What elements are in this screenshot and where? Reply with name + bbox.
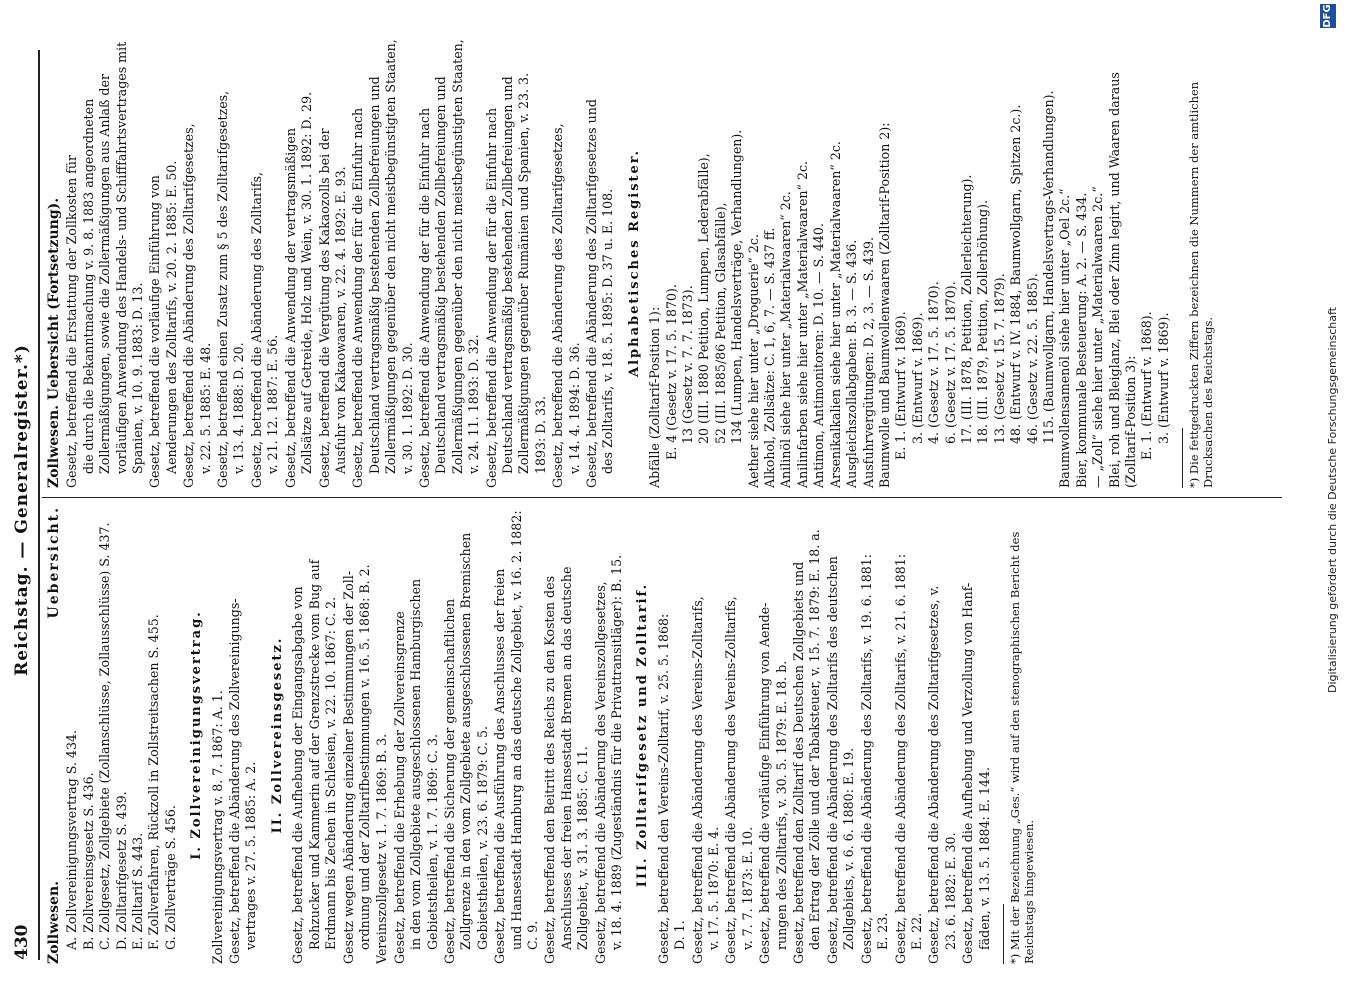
register-line: 134 (Lumpen, Handelsverträge, Verhandlungen).	[729, 129, 745, 444]
entry-continuation: E. 23.	[875, 912, 891, 950]
register-line: 13 (Gesetz v. 7. 7. 1873).	[680, 285, 696, 444]
entry-first-line: Gesetz, betreffend den Vereins-Zolltarif, v. 25. 5. 1868:	[655, 613, 671, 964]
section-heading-2: II. Zollvereinsgesetz.	[269, 636, 285, 834]
entry-first-line: Gesetz, betreffend die Aufhebung und Verzollung von Hanf-	[960, 582, 976, 964]
register-entry	[584, 38, 617, 488]
entry-first-line: Gesetz, betreffend die Abänderung des Vereinszollgesetzes,	[592, 581, 608, 964]
page-number: 430	[12, 924, 32, 960]
overview-item: F. Zollverfahren, Rückzoll in Zollstreitsachen S. 455.	[146, 614, 162, 950]
register-entry	[249, 38, 282, 488]
entry-first-line: Gesetz, betreffend die Abänderung des Vereins-Zolltarifs,	[689, 596, 705, 964]
overview-item: B. Zollvereinsgesetz S. 436.	[80, 772, 96, 950]
entry-continuation: Deutschland vertragsmäßig bestehenden Zollbefreiungen und Zollermäßigungen gegenüber den nicht meistbegünstigten Staaten, v. 30. 1. 1892: D. 30.	[366, 39, 415, 474]
register-line: 48. (Entwurf v. IV. 1884, Baumwollgarn, Spitzen 2c.).	[1008, 104, 1024, 444]
register-line: Anilinfarben siehe hier unter „Materialwaaren“ 2c.	[794, 160, 810, 488]
section-1-entries	[210, 506, 260, 964]
register-entry	[210, 506, 226, 964]
entry-continuation: Zollgrenze in den vom Zollgebiete ausgeschlossenen Bremischen Gebietstheilen, v. 23. 6. 1879: C. 5.	[458, 532, 490, 950]
register-line: Abfälle (Zolltarif-Position 1):	[647, 306, 663, 488]
entry-first-line: Gesetz, betreffend die Abänderung des Zolltarifgesetzes und	[584, 99, 599, 488]
section-heading-3: III. Zolltarifgesetz und Zolltarif.	[635, 582, 651, 888]
entry-first-line: Gesetz, betreffend die Aufhebung der Eingangsabgabe von	[290, 586, 306, 964]
register-entry	[893, 506, 926, 964]
register-line: 46. (Gesetz v. 22. 5. 1885).	[1024, 273, 1040, 444]
register-line: E. 4 (Gesetz v. 17. 5. 1870).	[663, 284, 679, 460]
entry-continuation: v. 17. 5. 1870: E. 4.	[706, 826, 722, 950]
section-3-entries	[656, 506, 993, 964]
overview-list	[64, 506, 179, 964]
register-line: 52 (III. 1885/86 Petition, Glasabfälle),	[712, 202, 728, 444]
entry-first-line: Gesetz, betreffend die Abänderung des Zolltarifs,	[248, 171, 264, 488]
entry-first-line: Gesetz, betreffend die Abänderung des Zolltarifs des deutschen	[824, 556, 840, 964]
register-entry	[723, 506, 756, 964]
right-footnote: *) Die fettgedruckten Ziffern bezeichnen die Nummern der amtlichen Drucksachen des Reichstags.	[1187, 81, 1216, 488]
entry-first-line: Gesetz, betreffend die Abänderung des Zollvereinigungs-	[227, 598, 243, 964]
register-entry	[317, 38, 350, 488]
entry-first-line: Zollvereinigungsvertrag v. 8. 7. 1867: A. 1.	[209, 690, 225, 964]
register-entry	[417, 38, 483, 488]
section-heading-1: I. Zollvereinigungsvertrag.	[189, 610, 205, 860]
entry-continuation: Zollsätze auf Getreide, Holz und Wein, v. 30. 1. 1892: D. 29.	[299, 91, 315, 474]
entry-first-line: Gesetz, betreffend die Abänderung des Zolltarifgesetzes,	[181, 123, 197, 488]
register-entry	[550, 38, 583, 488]
register-line: E. 1. (Entwurf v. 1869).	[893, 311, 909, 460]
left-column	[46, 506, 1036, 964]
alphabetical-register-heading: Alphabetisches Register.	[626, 149, 642, 377]
register-entry	[859, 506, 892, 964]
entry-continuation: Deutschland vertragsmäßig bestehenden Zollbefreiungen und Zollermäßigungen gegenüber Rumänien und Spanien, v. 23. 3. 1893: D. 33.	[499, 72, 548, 474]
register-line: 18. (III. 1879, Petition, Zollerhöhung).	[975, 199, 991, 444]
register-line: 6. (Gesetz v. 17. 5. 1870).	[942, 281, 958, 444]
register-line: 17. (III. 1878, Petition, Zollerleichterung).	[958, 174, 974, 444]
register-entry	[825, 506, 858, 964]
entry-continuation: fäden, v. 13. 5. 1884: E. 144.	[976, 766, 992, 950]
overview-item: G. Zollverträge S. 456.	[162, 805, 178, 950]
entry-first-line: Gesetz, betreffend die Anwendung der vertragsmäßigen	[282, 128, 298, 488]
left-title	[46, 506, 62, 964]
entry-continuation: Deutschland vertragsmäßig bestehenden Zollbefreiungen und Zollermäßigungen gegenüber den nicht meistbegünstigten Staaten, v. 24. 11. 1893: D. 32.	[433, 39, 482, 474]
entry-continuation: ordnung und der Zolltarifbestimmungen v. 16. 5. 1868: B. 2.	[356, 564, 372, 950]
alphabetical-register	[647, 38, 1172, 488]
register-line: Bier, kommunale Besteuerung: A. 2. — S. 434.	[1073, 192, 1089, 488]
register-entry	[791, 506, 824, 964]
register-line: Antimon, Antimonitoren: D. 10. — S. 440.	[811, 223, 827, 488]
entry-first-line: Gesetz, betreffend die Abänderung des Zolltarifgesetzes, v.	[926, 585, 942, 964]
entry-first-line: Gesetz, betreffend die Vergütung des Kakaozolls bei der	[316, 128, 332, 488]
entry-first-line: Gesetz, betreffend die Erhebung der Zollvereinsgrenze	[391, 611, 407, 964]
register-entry	[374, 506, 390, 964]
register-line: — „Zoll“ siehe hier unter „Materialwaaren 2c.“	[1090, 186, 1106, 488]
entry-continuation: und Hansestadt Hamburg an das deutsche Zollgebiet, v. 16. 2. 1882: C. 9.	[508, 510, 540, 950]
register-entry	[181, 38, 214, 488]
register-entry	[215, 38, 248, 488]
register-line: Ausfuhrvergütungen: D. 2, 3. — S. 439.	[860, 236, 876, 488]
entry-continuation: Rohzucker und Kammerin auf der Grenzstrecke vom Bug auf Erdmann bis Zechen in Schlesien, v. 22. 10. 1867: C. 2.	[306, 559, 339, 950]
register-line: Arsenikalkalien siehe hier unter „Materialwaaren“ 2c.	[827, 141, 843, 488]
entry-first-line: Vereinszollgesetz v. 1. 7. 1869: B. 3.	[374, 733, 390, 964]
register-entry	[283, 38, 316, 488]
entry-first-line: Gesetz, betreffend die Anwendung der für die Einfuhr nach	[350, 107, 366, 488]
entry-first-line: Gesetz, betreffend einen Zusatz zum § 5 des Zolltarifgesetzes,	[215, 90, 231, 488]
left-title-overview: Uebersicht.	[46, 506, 62, 619]
register-entry	[290, 506, 339, 964]
entry-continuation: v. 18. 4. 1889 (Zugeständnis für die Privattransitläger): B. 15.	[609, 554, 624, 950]
right-entries	[64, 38, 616, 488]
header-rule	[38, 50, 40, 960]
register-entry	[690, 506, 723, 964]
register-line: Alkohol, Zollsätze: C. 1, 6, 7. — S. 437 ff.	[762, 227, 778, 488]
entry-continuation: D. 1.	[672, 920, 688, 950]
entry-first-line: Gesetz, betreffend die Abänderung des Zolltarifs, v. 19. 6. 1881:	[858, 554, 874, 964]
entry-continuation: v. 13. 4. 1888: D. 20.	[231, 342, 247, 474]
entry-continuation: Ausfuhr von Kakaowaaren, v. 22. 4. 1892: E. 93.	[332, 166, 348, 474]
left-title-main: Zollwesen.	[46, 881, 62, 964]
register-entry	[960, 506, 993, 964]
register-entry	[341, 506, 374, 964]
entry-continuation: vertrages v. 27. 5. 1885: A. 2.	[243, 761, 259, 950]
overview-item: A. Zollvereinigungsvertrag S. 434.	[64, 730, 80, 950]
entry-continuation: 23. 6. 1882: E. 30.	[942, 832, 958, 950]
register-line: Baumwollensamenöl siehe hier unter „Oel 2c.“	[1057, 188, 1073, 488]
register-line: Baumwolle und Baumwollenwaaren (Zolltarif-Position 2):	[876, 122, 892, 488]
entry-continuation: v. 22. 5. 1885: E. 48.	[197, 342, 213, 474]
footnote-rule	[1003, 904, 1004, 964]
entry-first-line: Gesetz, betreffend die Sicherung der gemeinschaftlichen	[441, 598, 457, 964]
overview-item: E. Zolltarif S. 443.	[130, 832, 146, 950]
right-column	[46, 38, 1215, 488]
right-title	[46, 38, 62, 488]
entry-first-line: Gesetz, betreffend die vorläufige Einführung von Aende-	[757, 602, 773, 964]
register-line: 4. (Gesetz v. 17. 5. 1870).	[926, 281, 942, 444]
entry-first-line: Gesetz, betreffend den Zolltarif des Deutschen Zollgebiets und	[791, 561, 807, 964]
entry-continuation: die durch die Bekanntmachung v. 9. 8. 1883 angeordneten Zollermäßigungen, sowie die Zollermäßigungen aus Anlaß der vorläufigen Anwendung des Handels- und Schifffahrtsvertrages mit Spanien, v. 10. 9. 1883: D. 13.	[80, 41, 146, 474]
overview-item: C. Zollgesetz, Zollgebiete (Zollanschlüsse, Zollausschlüsse) S. 437.	[97, 522, 113, 950]
register-entry	[350, 38, 416, 488]
register-entry	[147, 38, 180, 488]
register-line: Anilinöl siehe hier unter „Materialwaaren“ 2c.	[778, 191, 794, 488]
section-2-entries	[290, 506, 625, 964]
entry-continuation: E. 22.	[908, 912, 924, 950]
entry-first-line: Gesetz, betreffend die vorläufige Einführung von	[147, 175, 163, 488]
entry-first-line: Gesetz, betreffend die Anwendung der für die Einfuhr nach	[416, 107, 432, 488]
register-line: E. 1. (Entwurf v. 1868).	[1139, 311, 1155, 460]
entry-continuation: in den vom Zollgebiete ausgeschlossenen Hamburgischen Gebietstheilen, v. 1. 7. 1869: C. 3.	[408, 578, 440, 950]
register-entry	[492, 506, 541, 964]
dfg-logo: DFG	[1320, 4, 1336, 28]
register-line: Blei, roh und Bleiglanz, Blei oder Zinn legirt, und Waaren daraus (Zolltarif-Position 3):	[1106, 72, 1138, 488]
register-line: 20 (III. 1880 Petition, Lumpen, Lederabfälle),	[696, 153, 712, 444]
entry-first-line: Gesetz wegen Abänderung einzelner Bestimmungen der Zoll-	[340, 570, 356, 964]
entry-first-line: Gesetz, betreffend die Abänderung des Zolltarifgesetzes,	[550, 123, 566, 488]
entry-continuation: rungen des Zolltarifs, v. 30. 5. 1879: E. 18. b.	[773, 660, 789, 950]
entry-continuation: den Ertrag der Zölle und der Tabaksteuer, v. 15. 7. 1879: E. 18. a.	[807, 529, 823, 950]
column-divider	[42, 497, 1282, 498]
right-title-text: Zollwesen. Uebersicht (Fortsetzung).	[46, 197, 62, 488]
register-line: 13. (Gesetz v. 15. 7. 1879).	[991, 273, 1007, 444]
left-footnote: *) Mit der Bezeichnung „Ges.“ wird auf den stenographischen Bericht des Reichstags hingewiesen.	[1007, 531, 1036, 964]
register-entry	[926, 506, 959, 964]
footnote-rule-right	[1182, 428, 1183, 488]
register-line: Ausgleichszollabgaben: B. 3. — S. 436.	[844, 239, 860, 488]
register-line: 3. (Entwurf v. 1869).	[909, 312, 925, 444]
register-entry	[593, 506, 626, 964]
entry-continuation: v. 14. 4. 1894: D. 36.	[566, 342, 582, 474]
page-header	[12, 60, 36, 960]
register-entry	[442, 506, 491, 964]
register-entry	[542, 506, 591, 964]
overview-item: D. Zolltarifgesetz S. 439.	[113, 791, 129, 950]
entry-first-line: Gesetz, betreffend die Abänderung des Vereins-Zolltarifs,	[723, 596, 739, 964]
running-title: Reichstag. — Generalregister.*)	[12, 344, 32, 676]
entry-continuation: Anschlusses der freien Hansestadt Bremen an das deutsche Zollgebiet, v. 31. 3. 1885: C. 11.	[558, 566, 591, 950]
register-line: 115. (Baumwollgarn, Handelsvertrags-Verhandlungen).	[1040, 90, 1056, 444]
entry-continuation: v. 7. 7. 1873: E. 10.	[739, 826, 755, 950]
register-entry	[392, 506, 441, 964]
register-line: 3. (Entwurf v. 1869).	[1155, 312, 1171, 444]
entry-continuation: Zollgebiets, v. 6. 6. 1880: E. 19.	[841, 747, 857, 950]
register-entry	[757, 506, 790, 964]
entry-first-line: Gesetz, betreffend die Abänderung des Zolltarifs, v. 21. 6. 1881:	[892, 554, 908, 964]
entry-first-line: Gesetz, betreffend die Ausführung des Anschlusses der freien	[492, 568, 508, 964]
register-entry	[484, 38, 550, 488]
register-entry	[64, 38, 146, 488]
entry-continuation: des Zolltarifs, v. 18. 5. 1895: D. 37 u. E. 108.	[600, 188, 616, 474]
register-entry	[227, 506, 260, 964]
register-line: Aether siehe hier unter „Droguerie“ 2c.	[745, 234, 761, 488]
register-entry	[656, 506, 689, 964]
entry-continuation: Aenderungen des Zolltarifs, v. 20. 2. 1885: E. 50.	[163, 160, 179, 474]
entry-first-line: Gesetz, betreffend den Beitritt des Reichs zu den Kosten des	[542, 575, 558, 964]
entry-continuation: v. 21. 12. 1887: E. 56.	[265, 334, 281, 474]
entry-first-line: Gesetz, betreffend die Erstattung der Zollkosten für	[64, 155, 80, 488]
digitization-credit: Digitalisierung gefördert durch die Deutsche Forschungsgemeinschaft	[1326, 307, 1339, 693]
entry-first-line: Gesetz, betreffend die Anwendung der für die Einfuhr nach	[483, 107, 499, 488]
